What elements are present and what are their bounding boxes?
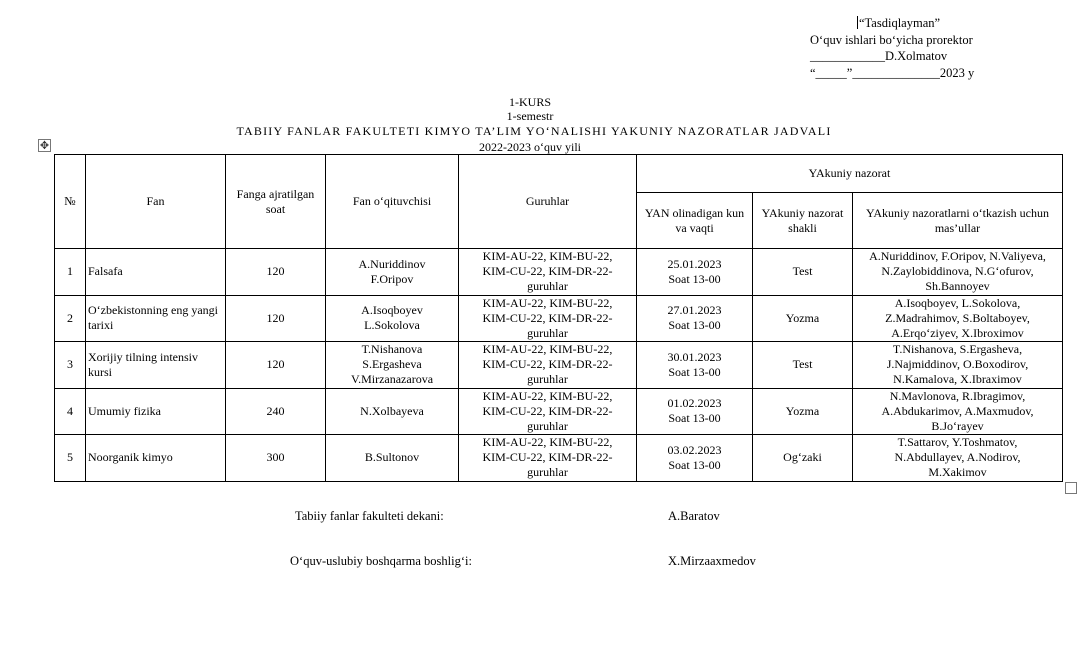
row-groups-line: KIM-AU-22, KIM-BU-22, (482, 342, 613, 357)
header-subject: Fan (86, 155, 226, 249)
row-teachers (326, 295, 459, 342)
row-teachers-line: L.Sokolova (364, 318, 420, 333)
row-responsible (853, 342, 1063, 389)
row-teachers-line: F.Oripov (370, 271, 414, 286)
row-groups-line: KIM-CU-22, KIM-DR-22- (482, 403, 613, 418)
row-responsible-line: N.Mavlonova, R.Ibragimov, (889, 388, 1026, 403)
document-title: TABIIY FANLAR FAKULTETI KIMYO TA’LIM YO‘NALISHI YAKUNIY NAZORATLAR JADVALI (236, 124, 832, 138)
row-hours: 120 (226, 249, 326, 296)
row-teachers (326, 388, 459, 435)
table-row (55, 435, 1063, 482)
row-teachers-line: V.Mirzanazarova (350, 372, 434, 387)
row-num: 1 (55, 249, 86, 296)
row-groups (459, 435, 637, 482)
row-teachers-line: B.Sultonov (364, 450, 420, 465)
row-date (637, 388, 753, 435)
row-teachers-line: A.Nuriddinov (358, 256, 426, 271)
row-groups (459, 388, 637, 435)
row-subject: Xorijiy tilning intensiv kursi (86, 342, 226, 389)
row-subject: Falsafa (86, 249, 226, 296)
row-responsible-line: N.Abdullayev, A.Nodirov, (894, 450, 1021, 465)
table-row (55, 295, 1063, 342)
row-responsible-line: A.Nuriddinov, F.Oripov, N.Valiyeva, (869, 249, 1046, 264)
row-num: 4 (55, 388, 86, 435)
row-responsible-line: B.Jo‘rayev (931, 418, 984, 433)
row-responsible-line: Sh.Bannoyev (925, 279, 990, 294)
row-groups-line: guruhlar (527, 325, 568, 340)
row-responsible (853, 249, 1063, 296)
row-form: Og‘zaki (753, 435, 853, 482)
row-groups-line: KIM-AU-22, KIM-BU-22, (482, 435, 613, 450)
row-groups-line: KIM-CU-22, KIM-DR-22- (482, 357, 613, 372)
header-hours: Fanga ajratilgan soat (226, 155, 326, 249)
row-form: Yozma (753, 295, 853, 342)
row-hours: 300 (226, 435, 326, 482)
row-responsible-line: N.Zaylobiddinova, N.G‘ofurov, (881, 264, 1034, 279)
header-date: YAN olinadigan kun va vaqti (637, 193, 753, 249)
row-date-line: 25.01.2023 (667, 256, 722, 271)
table-move-handle-icon[interactable]: ✥ (39, 139, 50, 152)
row-groups-line: KIM-AU-22, KIM-BU-22, (482, 295, 613, 310)
approval-position: O‘quv ishlari bo‘yicha prorektor (810, 32, 973, 47)
row-num: 2 (55, 295, 86, 342)
row-teachers (326, 342, 459, 389)
row-teachers (326, 249, 459, 296)
row-hours: 240 (226, 388, 326, 435)
row-subject: O‘zbekistonning eng yangi tarixi (86, 295, 226, 342)
row-hours: 120 (226, 295, 326, 342)
dean-name: A.Baratov (668, 509, 720, 523)
approval-date-line: “_____”______________2023 y (810, 65, 975, 80)
row-date-line: 27.01.2023 (667, 303, 722, 318)
header-form: YAkuniy nazorat shakli (753, 193, 853, 249)
approval-signature-line: ____________D.Xolmatov (810, 49, 948, 63)
row-date-line: 01.02.2023 (667, 396, 722, 411)
semester-label: 1-semestr (506, 109, 554, 123)
row-responsible-line: M.Xakimov (928, 465, 987, 480)
head-label: O‘quv-uslubiy boshqarma boshlig‘i: (290, 554, 472, 568)
table-row (55, 388, 1063, 435)
row-groups-line: KIM-AU-22, KIM-BU-22, (482, 388, 613, 403)
row-responsible (853, 388, 1063, 435)
academic-year: 2022-2023 o‘quv yili (479, 140, 581, 154)
row-date-line: Soat 13-00 (668, 457, 721, 472)
row-groups (459, 295, 637, 342)
row-date-line: Soat 13-00 (668, 318, 721, 333)
row-responsible-line: Z.Madrahimov, S.Boltaboyev, (885, 310, 1030, 325)
header-responsible: YAkuniy nazoratlarni o‘tkazish uchun mas’ullar (853, 193, 1063, 249)
row-groups-line: guruhlar (527, 372, 568, 387)
header-groups: Guruhlar (459, 155, 637, 249)
row-groups (459, 249, 637, 296)
dean-label: Tabiiy fanlar fakulteti dekani: (295, 509, 444, 523)
header-num: № (55, 155, 86, 249)
approval-title: “Tasdiqlayman” (859, 16, 941, 30)
row-responsible-line: T.Sattarov, Y.Toshmatov, (897, 435, 1018, 450)
row-subject: Umumiy fizika (86, 388, 226, 435)
row-date-line: 30.01.2023 (667, 349, 722, 364)
row-date (637, 342, 753, 389)
approval-block (810, 15, 974, 81)
row-teachers-line: T.Nishanova (361, 342, 423, 357)
row-responsible (853, 435, 1063, 482)
table-row (55, 342, 1063, 389)
row-responsible-line: N.Kamalova, X.Ibraximov (893, 372, 1022, 387)
row-responsible-line: T.Nishanova, S.Ergasheva, (892, 342, 1023, 357)
row-num: 3 (55, 342, 86, 389)
row-date-line: 03.02.2023 (667, 442, 722, 457)
row-teachers-line: S.Ergasheva (362, 357, 422, 372)
table-resize-handle[interactable] (1065, 482, 1077, 494)
row-date (637, 435, 753, 482)
row-form: Test (753, 342, 853, 389)
row-groups-line: KIM-CU-22, KIM-DR-22- (482, 310, 613, 325)
row-groups (459, 342, 637, 389)
row-responsible-line: A.Isoqboyev, L.Sokolova, (894, 295, 1021, 310)
row-groups-line: guruhlar (527, 279, 568, 294)
row-date (637, 295, 753, 342)
row-teachers-line: N.Xolbayeva (360, 403, 424, 418)
row-responsible-line: A.Abdukarimov, A.Maxmudov, (881, 403, 1034, 418)
row-date-line: Soat 13-00 (668, 364, 721, 379)
header-teacher: Fan o‘qituvchisi (326, 155, 459, 249)
head-name: X.Mirzaaxmedov (668, 554, 756, 568)
row-responsible (853, 295, 1063, 342)
exam-schedule-table (54, 154, 1063, 482)
table-row (55, 249, 1063, 296)
course-label: 1-KURS (508, 95, 551, 109)
row-form: Yozma (753, 388, 853, 435)
row-hours: 120 (226, 342, 326, 389)
row-groups-line: KIM-CU-22, KIM-DR-22- (482, 264, 613, 279)
row-subject: Noorganik kimyo (86, 435, 226, 482)
row-groups-line: KIM-CU-22, KIM-DR-22- (482, 450, 613, 465)
row-teachers-line: A.Isoqboyev (361, 303, 423, 318)
row-teachers (326, 435, 459, 482)
row-form: Test (753, 249, 853, 296)
text-cursor (857, 16, 858, 29)
row-num: 5 (55, 435, 86, 482)
row-groups-line: guruhlar (527, 465, 568, 480)
row-date (637, 249, 753, 296)
row-responsible-line: A.Erqo‘ziyev, X.Ibroximov (891, 325, 1024, 340)
row-date-line: Soat 13-00 (668, 411, 721, 426)
row-responsible-line: J.Najmiddinov, O.Boxodirov, (886, 357, 1029, 372)
row-date-line: Soat 13-00 (668, 271, 721, 286)
row-groups-line: guruhlar (527, 418, 568, 433)
header-final-control: YAkuniy nazorat (637, 155, 1063, 193)
row-groups-line: KIM-AU-22, KIM-BU-22, (482, 249, 613, 264)
